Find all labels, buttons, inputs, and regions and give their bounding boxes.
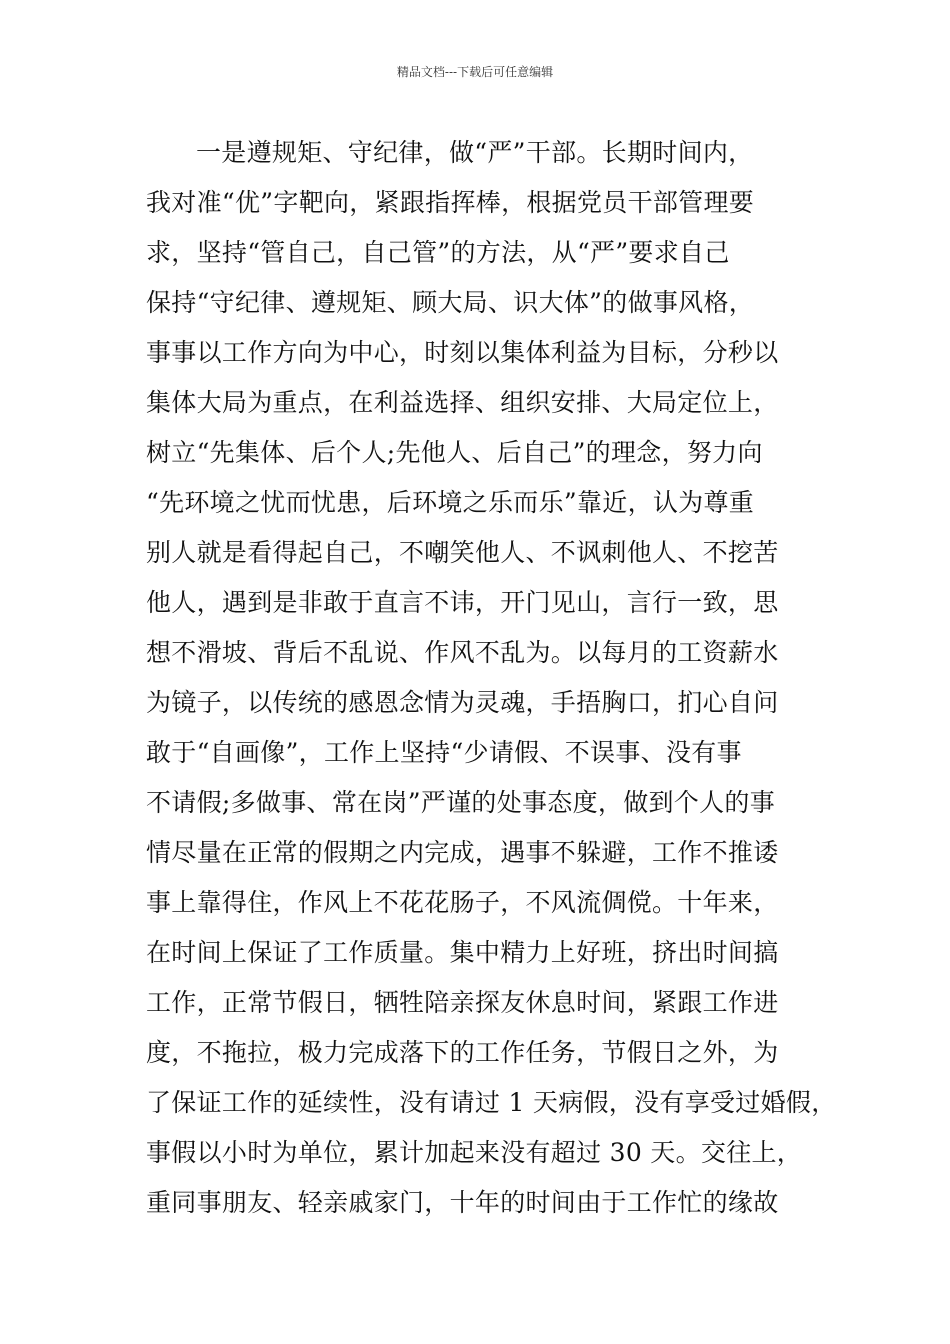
text-line: 事上靠得住，作风上不花花肠子，不风流倜傥。十年来， (146, 888, 779, 917)
text-line: “先环境之忧而忧患，后环境之乐而乐”靠近，认为尊重 (146, 488, 755, 517)
text-line: 事事以工作方向为中心，时刻以集体利益为目标，分秒以 (146, 338, 779, 367)
text-line: 了保证工作的延续性，没有请过 1 天病假，没有享受过婚假， (146, 1088, 837, 1117)
text-line: 想不滑坡、背后不乱说、作风不乱为。以每月的工资薪水 (146, 638, 779, 667)
text-line: 工作，正常节假日，牺牲陪亲探友休息时间，紧跟工作进 (146, 988, 779, 1017)
text-line: 情尽量在正常的假期之内完成，遇事不躲避，工作不推诿 (146, 838, 779, 867)
text-line: 事假以小时为单位，累计加起来没有超过 30 天。交往上， (146, 1138, 803, 1167)
text-line: 重同事朋友、轻亲戚家门，十年的时间由于工作忙的缘故 (146, 1188, 779, 1217)
text-line: 别人就是看得起自己，不嘲笑他人、不讽刺他人、不挖苦 (146, 538, 779, 567)
text-line: 保持“守纪律、遵规矩、顾大局、识大体”的做事风格， (146, 288, 755, 317)
text-line: 我对准“优”字靶向，紧跟指挥棒，根据党员干部管理要 (146, 188, 755, 217)
text-line: 他人，遇到是非敢于直言不讳，开门见山，言行一致，思 (146, 588, 779, 617)
text-line: 一是遵规矩、守纪律，做“严”干部。长期时间内， (196, 138, 754, 167)
text-line: 为镜子，以传统的感恩念情为灵魂，手捂胸口，扪心自问 (146, 688, 779, 717)
text-line: 不请假;多做事、常在岗”严谨的处事态度，做到个人的事 (146, 788, 776, 817)
text-line: 在时间上保证了工作质量。集中精力上好班，挤出时间搞 (146, 938, 779, 967)
text-line: 敢于“自画像”，工作上坚持“少请假、不误事、没有事 (146, 738, 742, 767)
text-line: 树立“先集体、后个人;先他人、后自己”的理念，努力向 (146, 438, 763, 467)
text-line: 度，不拖拉，极力完成落下的工作任务，节假日之外，为 (146, 1038, 779, 1067)
text-line: 求，坚持“管自己，自己管”的方法，从“严”要求自己 (146, 238, 730, 267)
text-line: 集体大局为重点，在利益选择、组织安排、大局定位上， (146, 388, 779, 417)
body-paragraph (146, 128, 846, 1228)
page-header: 精品文档---下载后可任意编辑 (396, 65, 554, 79)
